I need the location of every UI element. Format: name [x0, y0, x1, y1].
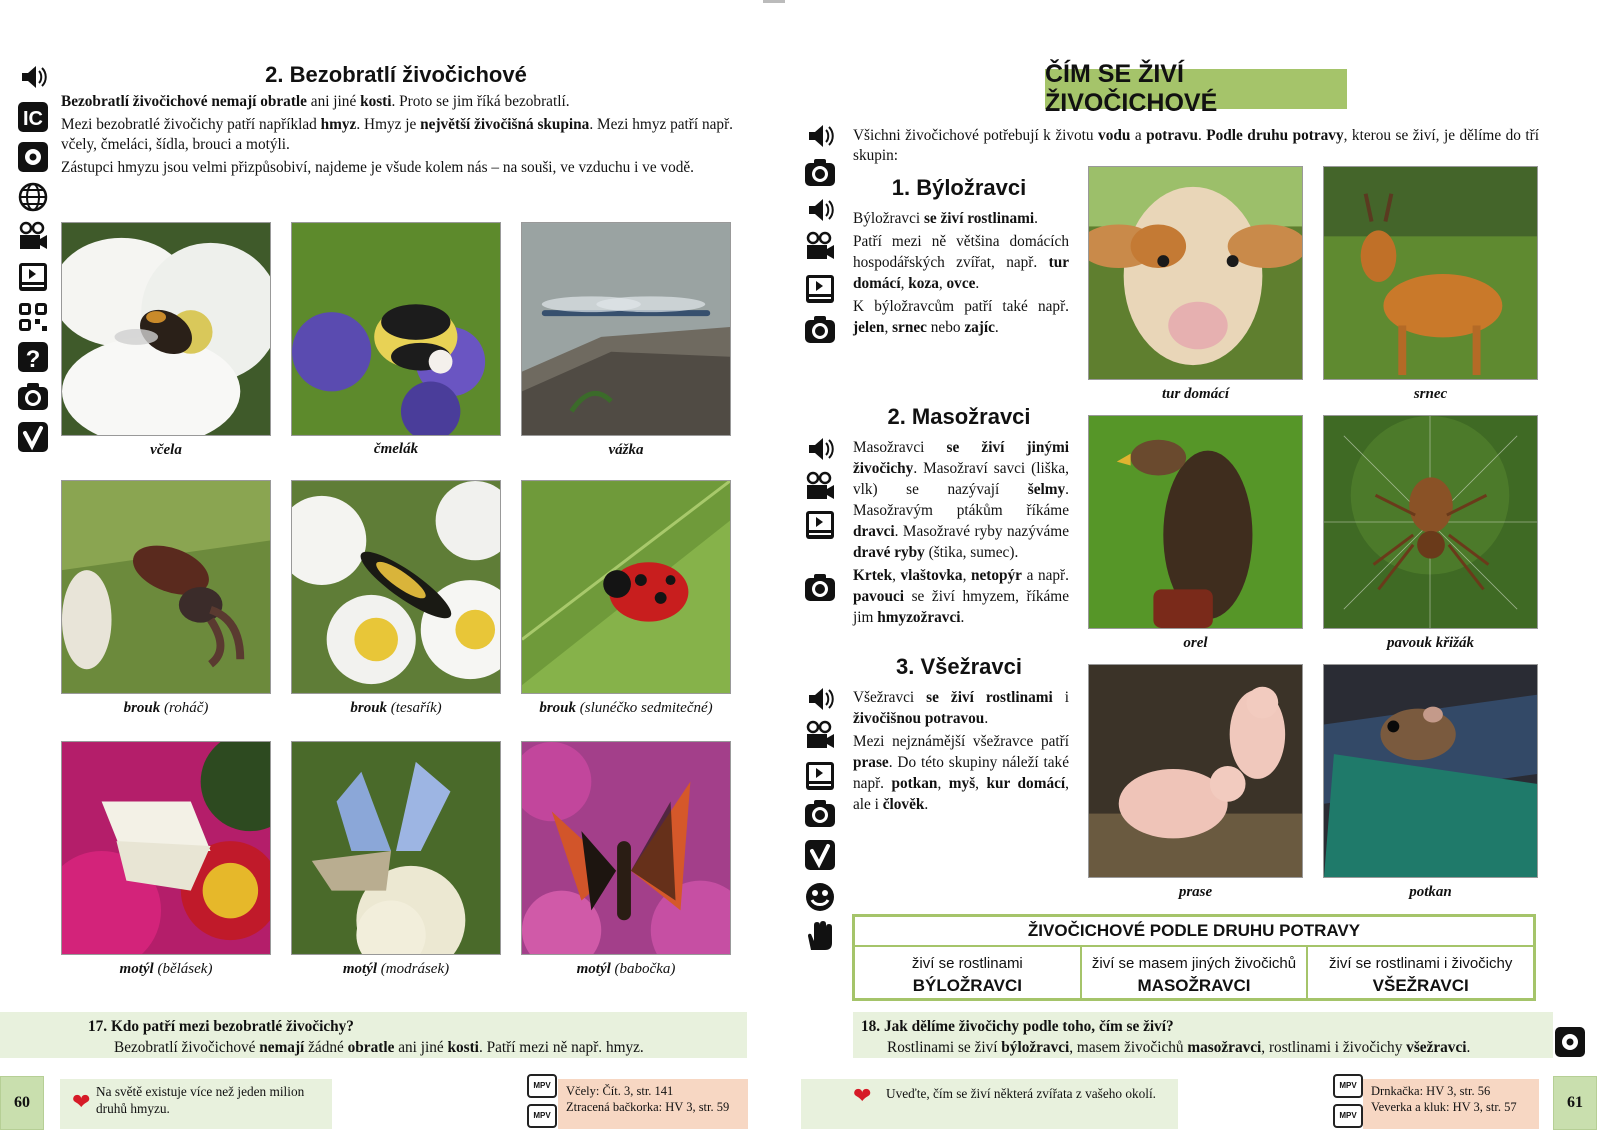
text-run: . [924, 796, 929, 813]
bold-text: všežravci [1406, 1039, 1467, 1056]
photo-bee [61, 222, 271, 436]
bold-text: Krtek [853, 567, 893, 584]
text-run: Masožravci [853, 439, 947, 456]
intro-paragraph-2 [61, 115, 733, 155]
caption-blue-butterfly: motýl (modrásek) [342, 961, 450, 977]
left-icon-column [16, 60, 50, 454]
text-run: . Masožravým ptákům říkáme [853, 481, 1069, 519]
bold-text: vodu [1098, 127, 1131, 144]
text-run: , kterou se živí, je dělíme do tří skupin: [853, 127, 1539, 164]
bold-text: se živí rostlinami [926, 689, 1053, 706]
audio-icon[interactable] [803, 119, 837, 153]
smiley-icon[interactable] [803, 880, 837, 914]
text-run: Mezi nejznámější všežravce patří [853, 733, 1069, 750]
mpv-reference: Ztracená bačkorka: HV 3, str. 59 [566, 1100, 730, 1114]
text-run: . [1197, 127, 1207, 144]
section-title-herbivores: 1. Býložravci [891, 175, 1027, 200]
caption-bumblebee: čmelák [373, 441, 419, 457]
section-paragraph [853, 437, 1069, 563]
question-18: 18. Jak dělíme živočichy podle toho, čím se živí? [861, 1018, 1174, 1035]
text-run: . Mezi hmyz patří např. včely, čmeláci, šídla, brouci a motýli. [61, 116, 733, 153]
bold-text: člověk [882, 796, 925, 813]
table-column-description: živí se rostlinami [911, 955, 1023, 972]
section-text-carnivores [853, 437, 1069, 630]
bold-text: kur domácí [986, 775, 1066, 792]
mpv-reference: Veverka a kluk: HV 3, str. 57 [1371, 1100, 1517, 1114]
fun-fact-text: Na světě existuje více než jeden milion druhů hmyzu. [96, 1084, 305, 1116]
intro-paragraph-1 [61, 92, 733, 112]
bold-text: šelmy [1027, 481, 1066, 498]
text-run: . [984, 710, 989, 727]
caption-spider: pavouk křižák [1386, 635, 1475, 651]
caption-roe-deer: srnec [1413, 386, 1448, 402]
question-17-box [0, 1012, 747, 1058]
photo-bumblebee [291, 222, 501, 436]
text-run: K býložravcům patří také např. [853, 298, 1069, 315]
text-run: . [1466, 1039, 1471, 1056]
photo-pigs [1088, 664, 1303, 878]
bold-text: vlaštovka [900, 567, 963, 584]
text-run: Patří mezi ně většina domácích hospodářských zvířat, např. [853, 233, 1069, 271]
question-18-box [853, 1012, 1553, 1058]
bold-text: živočišnou potravou [853, 710, 985, 727]
bold-text: nemají [259, 1039, 305, 1056]
bold-text: myš [948, 775, 976, 792]
right-page-heading: ČÍM SE ŽIVÍ ŽIVOČICHOVÉ [1045, 69, 1347, 109]
caption-bee: včela [150, 442, 182, 458]
photo-rat [1323, 664, 1538, 878]
photo-dragonfly [521, 222, 731, 436]
video-camera-icon[interactable] [803, 719, 837, 753]
text-run: ani jiné [306, 93, 361, 110]
photo-spider [1323, 415, 1538, 629]
page-number-right: 61 [1553, 1076, 1597, 1130]
caption-tortoiseshell: motýl (babočka) [576, 961, 676, 977]
text-run: ani jiné [394, 1039, 448, 1056]
text-run: . Proto se jim říká bezobratlí. [391, 93, 570, 110]
camera-icon[interactable] [803, 571, 837, 605]
text-run: . Masožraví savci (liška, vlk) se nazývají [853, 460, 1069, 498]
camera-icon[interactable] [16, 380, 50, 414]
text-run: Všežravci [853, 689, 927, 706]
intro-paragraph-3: Zástupci hmyzu jsou velmi přizpůsobiví, najdeme je všude kolem nás – na souši, ve vzduchu i ve vodě. [61, 159, 694, 176]
photo-ladybird [521, 480, 731, 694]
section-paragraph [853, 565, 1069, 628]
heart-icon: ❤ [853, 1083, 872, 1108]
left-page-intro [61, 92, 733, 181]
bold-text: prase [853, 754, 889, 771]
mpv-icon[interactable]: MPV [1333, 1074, 1363, 1098]
bold-text: masožravci [1187, 1039, 1262, 1056]
table-column-name: BÝLOŽRAVCI [912, 976, 1022, 995]
bold-text: kosti [360, 93, 392, 110]
video-camera-icon[interactable] [803, 230, 837, 264]
mpv-icon[interactable]: MPV [527, 1104, 557, 1128]
caption-eagle: orel [1183, 635, 1208, 651]
settings-icon[interactable] [1553, 1025, 1587, 1059]
text-run: . Patří mezi ně např. hmyz. [478, 1039, 644, 1056]
text-run: , [962, 567, 971, 584]
photo-longhorn-beetle [291, 480, 501, 694]
table-column-omnivores [1306, 947, 1533, 998]
text-run: . Do této skupiny náleží také např. [853, 754, 1069, 792]
table-column-carnivores [1080, 947, 1307, 998]
bold-text: pavouci [853, 588, 904, 605]
text-run: . Masožravé ryby nazýváme [894, 523, 1069, 540]
text-run: , [900, 275, 909, 292]
right-page-intro [853, 126, 1539, 166]
photo-eagle [1088, 415, 1303, 629]
text-run: . [1034, 210, 1038, 227]
fun-fact-box-left [60, 1079, 332, 1129]
bold-text: kosti [447, 1039, 479, 1056]
section-paragraph [853, 687, 1069, 729]
photo-cabbage-white [61, 741, 271, 955]
bold-text: se živí rostlinami [923, 210, 1035, 227]
text-run: . [994, 319, 999, 336]
svg-text:?: ? [25, 346, 41, 373]
section-paragraph [853, 296, 1069, 338]
table-column-description: živí se masem jiných živočichů [1091, 955, 1297, 972]
text-run: , [937, 775, 949, 792]
bold-text: jelen [853, 319, 885, 336]
activity-box-right [801, 1079, 1178, 1129]
table-column-herbivores [855, 947, 1080, 998]
mpv-references-left [558, 1079, 748, 1129]
bold-text: netopýr [970, 567, 1022, 584]
bold-text: býložravci [1001, 1039, 1070, 1056]
photo-cattle [1088, 166, 1303, 380]
section-text-omnivores [853, 687, 1069, 817]
bold-text: se živí jinými živočichy [853, 439, 1069, 477]
text-run: žádné [304, 1039, 348, 1056]
bold-text: koza [908, 275, 939, 292]
mpv-icon[interactable]: MPV [1333, 1104, 1363, 1128]
ic-icon[interactable] [16, 100, 50, 134]
caption-cabbage-white: motýl (bělásek) [119, 961, 213, 977]
section-title-carnivores: 2. Masožravci [887, 404, 1031, 429]
bold-text: dravci [853, 523, 895, 540]
question-17: 17. Kdo patří mezi bezobratlé živočichy? [88, 1018, 354, 1035]
bold-text: Bezobratlí živočichové nemají obratle [61, 93, 307, 110]
bold-text: hmyz [320, 116, 357, 133]
text-run: , ale i [853, 775, 1069, 813]
left-page-title: 2. Bezobratlí živočichové [265, 62, 527, 87]
bold-text: tur domácí [853, 254, 1069, 292]
text-run: Mezi bezobratlé živočichy patří například [61, 116, 321, 133]
text-run: , masem živočichů [1069, 1039, 1188, 1056]
caption-pigs: prase [1178, 884, 1213, 900]
video-player-icon[interactable] [803, 272, 837, 306]
mpv-reference: Drnkačka: HV 3, str. 56 [1371, 1084, 1491, 1098]
caption-rat: potkan [1409, 884, 1452, 900]
text-run: se živí hmyzem, říkáme jim [853, 588, 1069, 626]
photo-tortoiseshell [521, 741, 731, 955]
audio-icon[interactable] [803, 193, 837, 227]
mpv-reference: Včely: Čít. 3, str. 141 [566, 1084, 674, 1098]
section-title-omnivores: 3. Všežravci [896, 654, 1022, 679]
text-run: nebo [926, 319, 965, 336]
caption-cattle: tur domácí [1161, 386, 1230, 402]
video-camera-icon[interactable] [803, 470, 837, 504]
text-run: , rostlinami i živočichy [1261, 1039, 1407, 1056]
mpv-references-right [1363, 1079, 1539, 1129]
text-run: , [975, 775, 987, 792]
text-run: Všichni živočichové potřebují k životu [853, 127, 1099, 144]
bold-text: hmyzožravci [877, 609, 961, 626]
text-run: Rostlinami se živí [887, 1039, 1002, 1056]
text-run: , [938, 275, 947, 292]
table-title: ŽIVOČICHOVÉ PODLE DRUHU POTRAVY [855, 917, 1533, 947]
table-column-description: živí se rostlinami i živočichy [1328, 955, 1513, 972]
caption-stag-beetle: brouk (roháč) [123, 700, 209, 716]
answer-18 [861, 1037, 1553, 1058]
video-player-icon[interactable] [803, 508, 837, 542]
text-run: . [975, 275, 980, 292]
photo-roe-deer [1323, 166, 1538, 380]
camera-icon[interactable] [803, 156, 837, 190]
check-icon[interactable] [803, 838, 837, 872]
audio-icon[interactable] [803, 432, 837, 466]
text-run: , [884, 319, 893, 336]
table-column-name: MASOŽRAVCI [1137, 976, 1251, 995]
camera-icon[interactable] [803, 313, 837, 347]
text-run: (štika, sumec). [924, 544, 1019, 561]
audio-icon[interactable] [16, 60, 50, 94]
photo-stag-beetle [61, 480, 271, 694]
globe-icon[interactable] [16, 180, 50, 214]
caption-dragonfly: vážka [608, 442, 644, 458]
section-paragraph [853, 208, 1069, 229]
audio-icon[interactable] [803, 682, 837, 716]
bold-text: potkan [891, 775, 938, 792]
text-run: . Hmyz je [356, 116, 421, 133]
question-icon[interactable] [16, 340, 50, 374]
text-run: a např. [1021, 567, 1069, 584]
diet-summary-table [852, 914, 1536, 1001]
text-run: Býložravci [853, 210, 924, 227]
settings-icon[interactable] [16, 140, 50, 174]
video-player-icon[interactable] [803, 759, 837, 793]
table-column-name: VŠEŽRAVCI [1372, 976, 1469, 995]
answer-17 [88, 1037, 747, 1058]
text-run: Bezobratlí živočichové [114, 1039, 260, 1056]
bold-text: ovce [946, 275, 976, 292]
section-text-herbivores [853, 208, 1069, 340]
heart-icon: ❤ [72, 1089, 91, 1114]
text-run: a [1130, 127, 1147, 144]
check-icon[interactable] [16, 420, 50, 454]
text-run: i [1052, 689, 1069, 706]
text-run: . [960, 609, 965, 626]
bold-text: největší živočišná skupina [420, 116, 590, 133]
mpv-icon[interactable]: MPV [527, 1074, 557, 1098]
page-gutter-mark [763, 0, 785, 3]
bold-text: dravé ryby [853, 544, 925, 561]
hand-icon[interactable] [803, 920, 837, 954]
qr-icon[interactable] [16, 300, 50, 334]
camera-icon[interactable] [803, 797, 837, 831]
video-player-icon[interactable] [16, 260, 50, 294]
svg-text:IC: IC [23, 108, 43, 130]
section-paragraph [853, 231, 1069, 294]
video-camera-icon[interactable] [16, 220, 50, 254]
caption-longhorn-beetle: brouk (tesařík) [350, 700, 442, 716]
bold-text: potravu [1146, 127, 1198, 144]
text-run: , [892, 567, 901, 584]
bold-text: Podle druhu potravy [1206, 127, 1344, 144]
page-number-left: 60 [0, 1076, 44, 1130]
activity-text: Uveďte, čím se živí některá zvířata z vašeho okolí. [886, 1086, 1156, 1101]
photo-blue-butterfly [291, 741, 501, 955]
bold-text: obratle [347, 1039, 395, 1056]
bold-text: zajíc [964, 319, 995, 336]
section-paragraph [853, 731, 1069, 815]
bold-text: srnec [892, 319, 927, 336]
caption-ladybird: brouk (slunéčko sedmitečné) [539, 700, 713, 716]
